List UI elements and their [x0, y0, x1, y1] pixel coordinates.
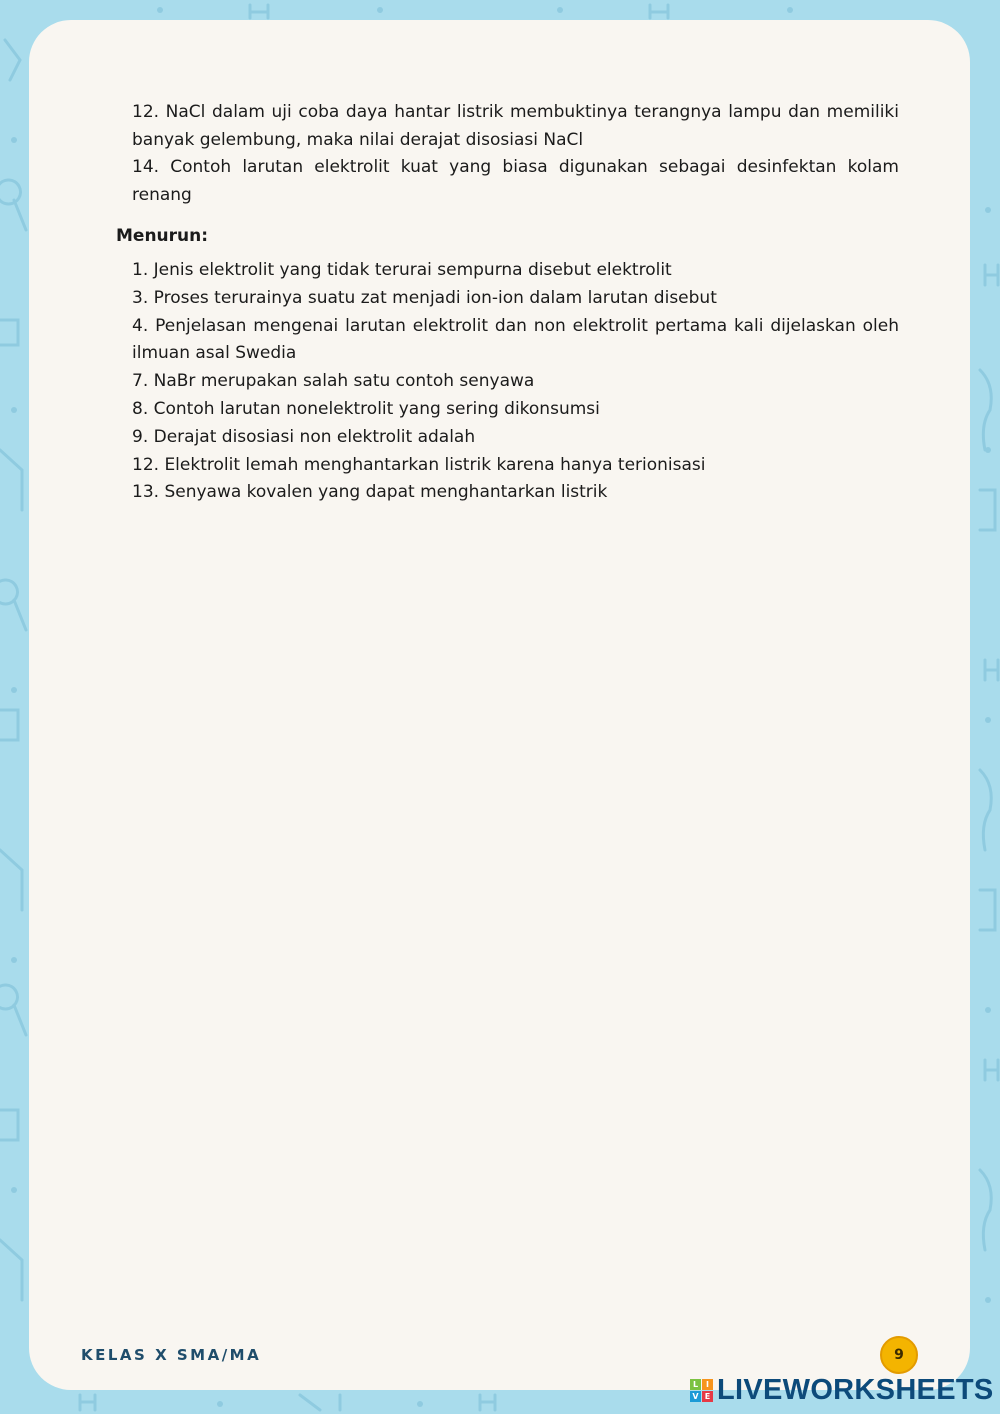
menurun-item: 3. Proses terurainya suatu zat menjadi ion-ion dalam larutan disebut [132, 287, 717, 308]
menurun-item: 8. Contoh larutan nonelektrolit yang sering dikonsumsi [132, 398, 600, 419]
mendatar-item-12: 12. NaCl dalam uji coba daya hantar listrik membuktinya terangnya lampu dan memiliki banyak gelembung, maka nilai derajat disosiasi NaCl [132, 102, 899, 150]
menurun-item: 7. NaBr merupakan salah satu contoh senyawa [132, 371, 535, 392]
liveworksheets-logo-icon: L I V E [690, 1379, 713, 1402]
menurun-item: 9. Derajat disosiasi non elektrolit adalah [132, 426, 476, 447]
menurun-item: 1. Jenis elektrolit yang tidak terurai sempurna disebut elektrolit [132, 260, 672, 280]
liveworksheets-wordmark: LIVEWORKSHEETS [717, 1373, 994, 1406]
page-number-badge: 9 [880, 1336, 918, 1374]
mendatar-item-14: 14. Contoh larutan elektrolit kuat yang biasa digunakan sebagai desinfektan kolam renang [132, 157, 899, 205]
page-content [29, 20, 970, 1390]
menurun-item: 12. Elektrolit lemah menghantarkan listrik karena hanya terionisasi [132, 454, 706, 475]
menurun-item: 4. Penjelasan mengenai larutan elektrolit dan non elektrolit pertama kali dijelaskan oleh ilmuan asal Swedia [132, 315, 899, 364]
worksheet-page [29, 20, 970, 1390]
menurun-list [132, 257, 899, 507]
menurun-item: 13. Senyawa kovalen yang dapat menghantarkan listrik [132, 482, 608, 503]
footer-class-label: KELAS X SMA/MA [81, 1346, 262, 1364]
menurun-heading: Menurun: [116, 226, 209, 246]
liveworksheets-brand [690, 1372, 994, 1408]
